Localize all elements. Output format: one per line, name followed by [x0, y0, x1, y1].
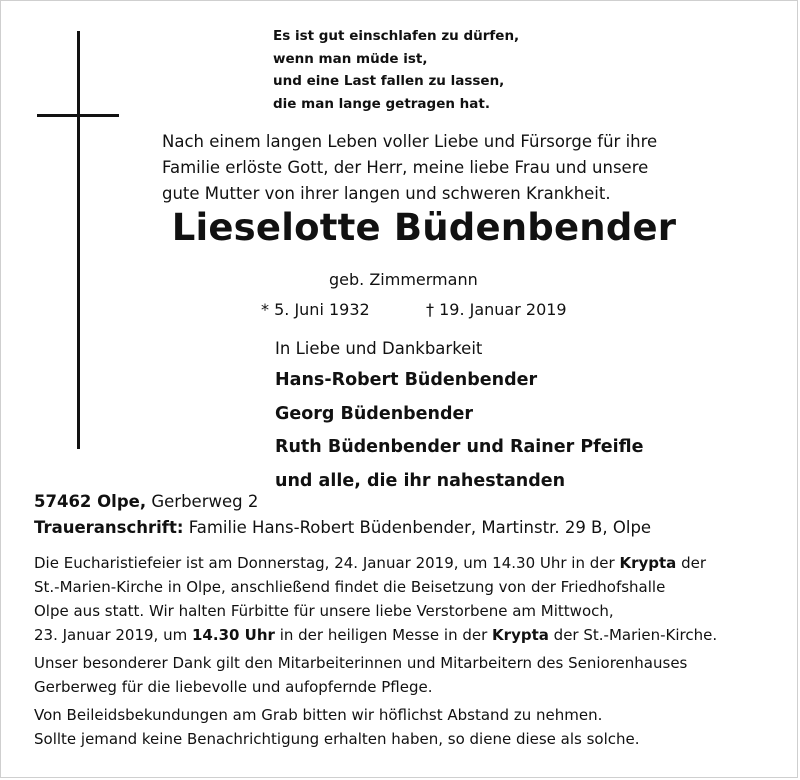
deceased-name: Lieselotte Büdenbender [171, 206, 677, 249]
mourner-name: Ruth Büdenbender und Rainer Pfeifle [275, 437, 644, 457]
service-line: St.-Marien-Kirche in Olpe, anschließend findet die Beisetzung von der Friedhofshalle [34, 578, 666, 596]
service-paragraph [34, 551, 717, 647]
body-text [34, 551, 717, 755]
home-street: Gerberweg 2 [151, 492, 259, 511]
service-text: 23. Januar 2019, um [34, 626, 188, 644]
service-emphasis: Krypta [492, 626, 549, 644]
service-emphasis: 14.30 Uhr [192, 626, 275, 644]
mourner-name: und alle, die ihr nahestanden [275, 470, 566, 491]
address-block [34, 489, 651, 541]
mourning-address-value: Familie Hans-Robert Büdenbender, Martinstr. 29 B, Olpe [188, 518, 652, 537]
home-address [34, 489, 651, 515]
thanks-line: Gerberweg für die liebevolle und aufopfernde Pflege. [34, 678, 433, 696]
mourners-block [275, 334, 644, 498]
poem [273, 25, 519, 115]
service-text: in der heiligen Messe in der [279, 626, 488, 644]
poem-line: die man lange getragen hat. [273, 95, 490, 112]
birth-date: * 5. Juni 1932 [261, 300, 370, 319]
intro-line: gute Mutter von ihrer langen und schweren Krankheit. [162, 184, 611, 203]
service-text: Die Eucharistiefeier ist am Donnerstag, 24. Januar 2019, um 14.30 Uhr in der [34, 554, 615, 572]
thanks-paragraph [34, 651, 717, 699]
poem-line: und eine Last fallen zu lassen, [273, 73, 505, 89]
condolence-line: Von Beileidsbekundungen am Grab bitten wir höflichst Abstand zu nehmen. [34, 706, 603, 724]
intro-line: Nach einem langen Leben voller Liebe und Fürsorge für ihre [162, 132, 658, 151]
mourning-address [34, 515, 651, 541]
maiden-name: geb. Zimmermann [329, 270, 478, 289]
condolence-line: Sollte jemand keine Benachrichtigung erhalten haben, so diene diese als solche. [34, 730, 640, 748]
mourning-address-label: Traueranschrift: [34, 518, 184, 537]
home-city: 57462 Olpe, [34, 492, 147, 511]
mourner-name: Georg Büdenbender [275, 403, 474, 424]
intro-text [162, 129, 657, 207]
cross-icon-bar [37, 114, 119, 117]
service-line [34, 551, 717, 575]
condolence-paragraph [34, 703, 717, 751]
poem-line: Es ist gut einschlafen zu dürfen, [273, 28, 520, 44]
intro-line: Familie erlöste Gott, der Herr, meine liebe Frau und unsere [162, 158, 649, 177]
service-text: der [681, 554, 706, 572]
mourners-intro: In Liebe und Dankbarkeit [275, 339, 483, 358]
death-date: † 19. Januar 2019 [426, 300, 567, 319]
service-line: Olpe aus statt. Wir halten Fürbitte für unsere liebe Verstorbene am Mittwoch, [34, 602, 614, 620]
service-emphasis: Krypta [619, 554, 677, 572]
thanks-line: Unser besonderer Dank gilt den Mitarbeiterinnen und Mitarbeitern des Seniorenhauses [34, 654, 688, 672]
service-text: der St.-Marien-Kirche. [553, 626, 718, 644]
mourner-name: Hans-Robert Büdenbender [275, 370, 538, 390]
poem-line: wenn man müde ist, [273, 50, 428, 67]
service-line [34, 623, 717, 647]
